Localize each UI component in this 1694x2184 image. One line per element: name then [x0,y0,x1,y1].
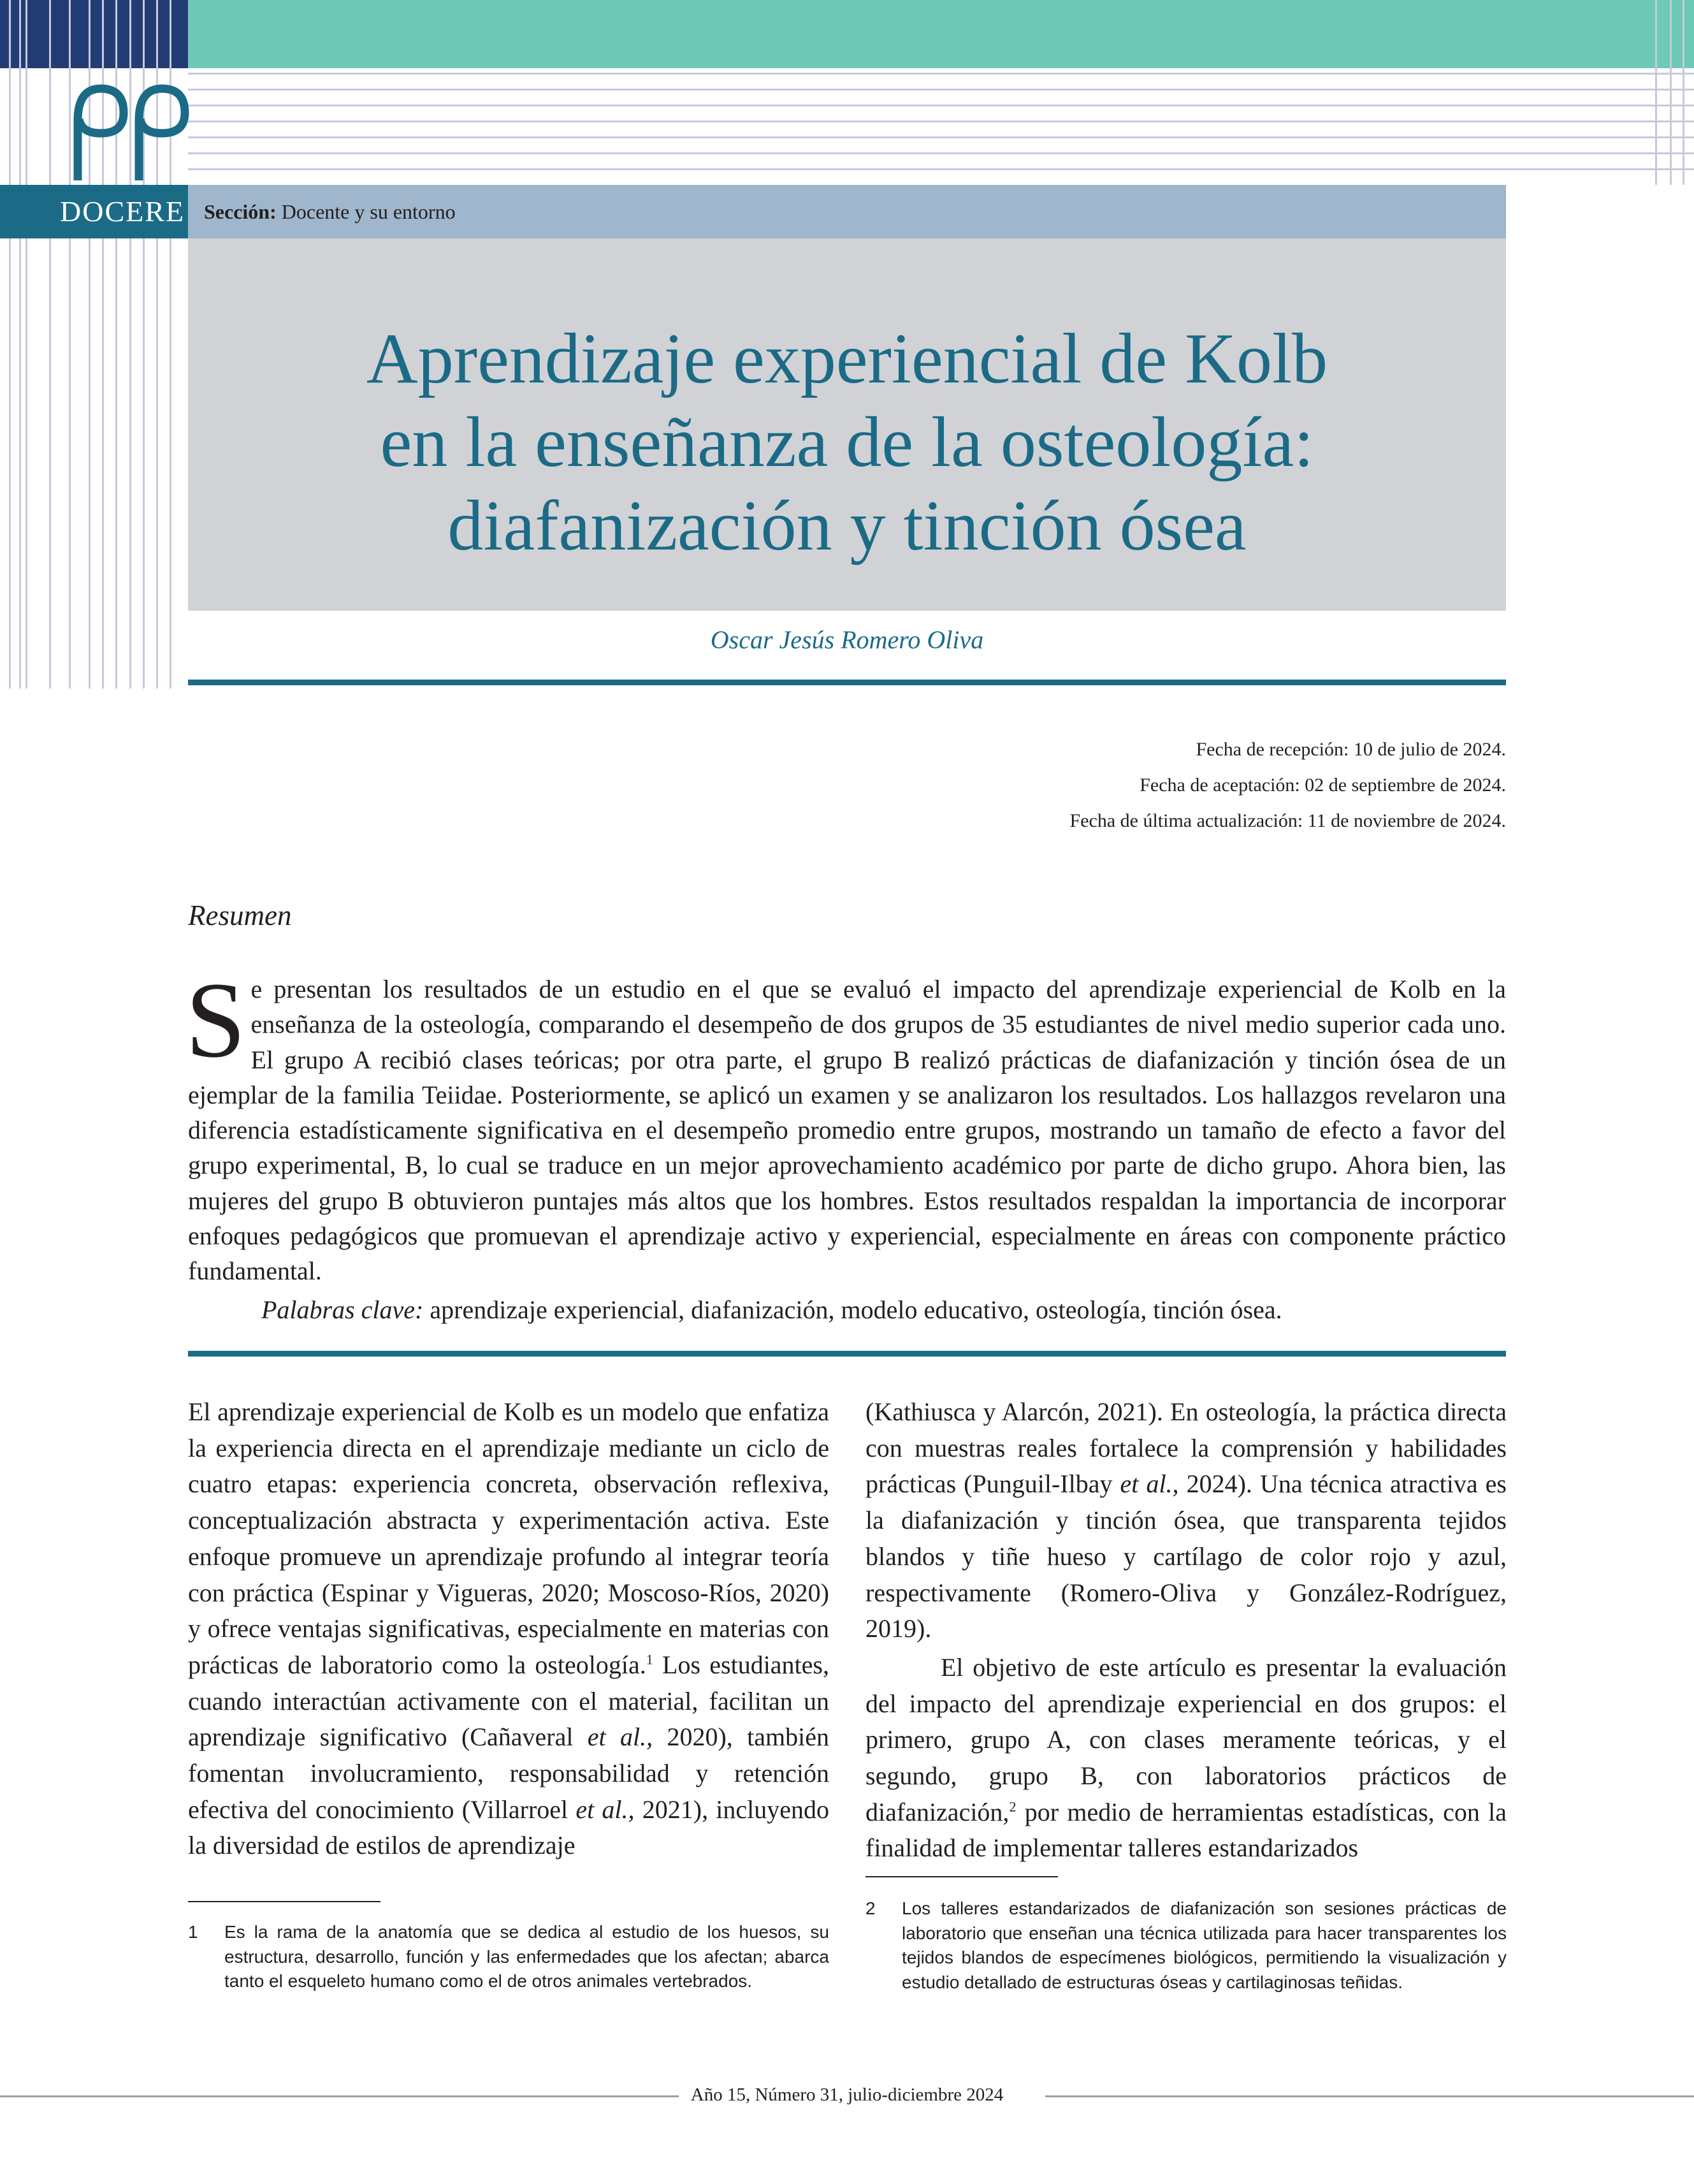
date-received: Fecha de recepción: 10 de julio de 2024. [1196,739,1506,760]
title-line: en la enseñanza de la osteología: [380,403,1314,482]
footnote-rule [188,1901,380,1902]
section-label-value: Docente y su entorno [281,200,456,223]
abstract-drop-cap: S [185,960,246,1080]
footnote-number: 2 [865,1898,876,1918]
divider-rule [188,680,1506,685]
footnote-text: Los talleres estandarizados de diafanización son sesiones prácticas de laboratorio que enseñan una técnica utilizada para hacer transparentes los tejidos blandos de especímenes biológicos, permitiendo la visualización y estudio detallado de estructuras óseas y cartilaginosas teñidas. [902,1898,1507,1992]
article-author: Oscar Jesús Romero Oliva [710,625,984,654]
section-label-key: Sección: [204,200,277,223]
abstract-body: e presentan los resultados de un estudio en el que se evaluó el impacto del aprendizaje experiencial de Kolb en la enseñanza de la osteología, comparando el desempeño de dos grupos de 35 estudiantes de nivel medio superior cada uno. El grupo A recibió clases teóricas; por otra parte, el grupo B realizó prácticas de diafanización y tinción ósea de un ejemplar de la familia Teiidae. Posteriormente, se aplicó un examen y se analizaron los resultados. Los hallazgos revelaron una diferencia estadísticamente significativa en el desempeño promedio entre grupos, mostrando un tamaño de efecto a favor del grupo experimental, B, lo cual se traduce en un mejor aprovechamiento académico por parte de dicho grupo. Ahora bien, las mujeres del grupo B obtuvieron puntajes más altos que los hombres. Estos resultados respaldan la importancia de incorporar enfoques pedagógicos que promuevan el aprendizaje activo y experiencial, especialmente en áreas con componente práctico fundamental. [188,975,1506,1286]
footnote-number: 1 [188,1922,198,1942]
journal-logo-text: DOCERE [60,195,185,228]
date-updated: Fecha de última actualización: 11 de noviembre de 2024. [1069,810,1506,831]
footnote-1 [188,1920,829,2022]
title-line: Aprendizaje experiencial de Kolb [366,319,1328,398]
article-dates [829,732,1506,839]
body-column-right [865,1394,1507,1867]
section-label [204,185,456,238]
abstract-text [185,960,1506,1289]
title-line: diafanización y tinción ósea [447,486,1247,565]
divider-rule [188,1351,1506,1357]
body-paragraph: El aprendizaje experiencial de Kolb es un modelo que enfatiza la experiencia directa en el aprendizaje mediante un ciclo de cuatro etapas: experiencia concreta, observación reflexiva, conceptualización abstracta y experimentación activa. Este enfoque promueve un aprendizaje profundo al integrar teoría con práctica (Espinar y Vigueras, 2020; Moscoso-Ríos, 2020) y ofrece ventajas significativas, especialmente en materias con prácticas de laboratorio como la osteología.$^1$ Los estudiantes, cuando interactúan activamente con el material, facilitan un aprendizaje significativo (Cañaveral et al., 2020), también fomentan involucramiento, responsabilidad y retención efectiva del conocimiento (Villarroel et al., 2021), incluyendo la diversidad de estilos de aprendizaje [188,1397,829,1860]
header-navy-block [0,0,188,68]
footnote-text: Es la rama de la anatomía que se dedica al estudio de los huesos, su estructura, desarrollo, función y las enfermedades que los afectan; abarca tanto el esqueleto humano como el de otros animales vertebrados. [224,1922,829,1991]
header-teal-bar [188,0,1694,68]
body-column-left [188,1394,829,1864]
keywords [188,1292,1506,1327]
keywords-label: Palabras clave: [261,1295,424,1324]
footnote-ref: 1 [646,1651,653,1668]
keywords-list: aprendizaje experiencial, diafanización, modelo educativo, osteología, tinción ósea. [430,1295,1282,1324]
footnote-ref: 2 [1009,1798,1017,1815]
abstract-heading: Resumen [188,899,292,931]
date-accepted: Fecha de aceptación: 02 de septiembre de 2024. [1140,775,1506,796]
body-paragraph: (Kathiusca y Alarcón, 2021). En osteología, la práctica directa con muestras reales fortalece la comprensión y habilidades prácticas (Punguil-Ilbay et al., 2024). Una técnica atractiva es la diafanización y tinción ósea, que transparenta tejidos blandos y tiñe hueso y cartílago de color rojo y azul, respectivamente (Romero-Oliva y González-Rodríguez, 2019). [865,1397,1507,1643]
footnote-rule [865,1876,1058,1877]
docere-logo-icon [70,80,191,182]
body-paragraph: El objetivo de este artículo es presentar la evaluación del impacto del aprendizaje experiencial en dos grupos: el primero, grupo A, con clases meramente teóricas, y el segundo, grupo B, con laboratorios prácticos de diafanización,$^2$ por medio de herramientas estadísticas, con la finalidad de implementar talleres estandarizados [865,1652,1507,1863]
page-footer: Año 15, Número 31, julio-diciembre 2024 [690,2085,1004,2105]
footnote-2 [865,1896,1507,1998]
article-title [188,317,1506,568]
